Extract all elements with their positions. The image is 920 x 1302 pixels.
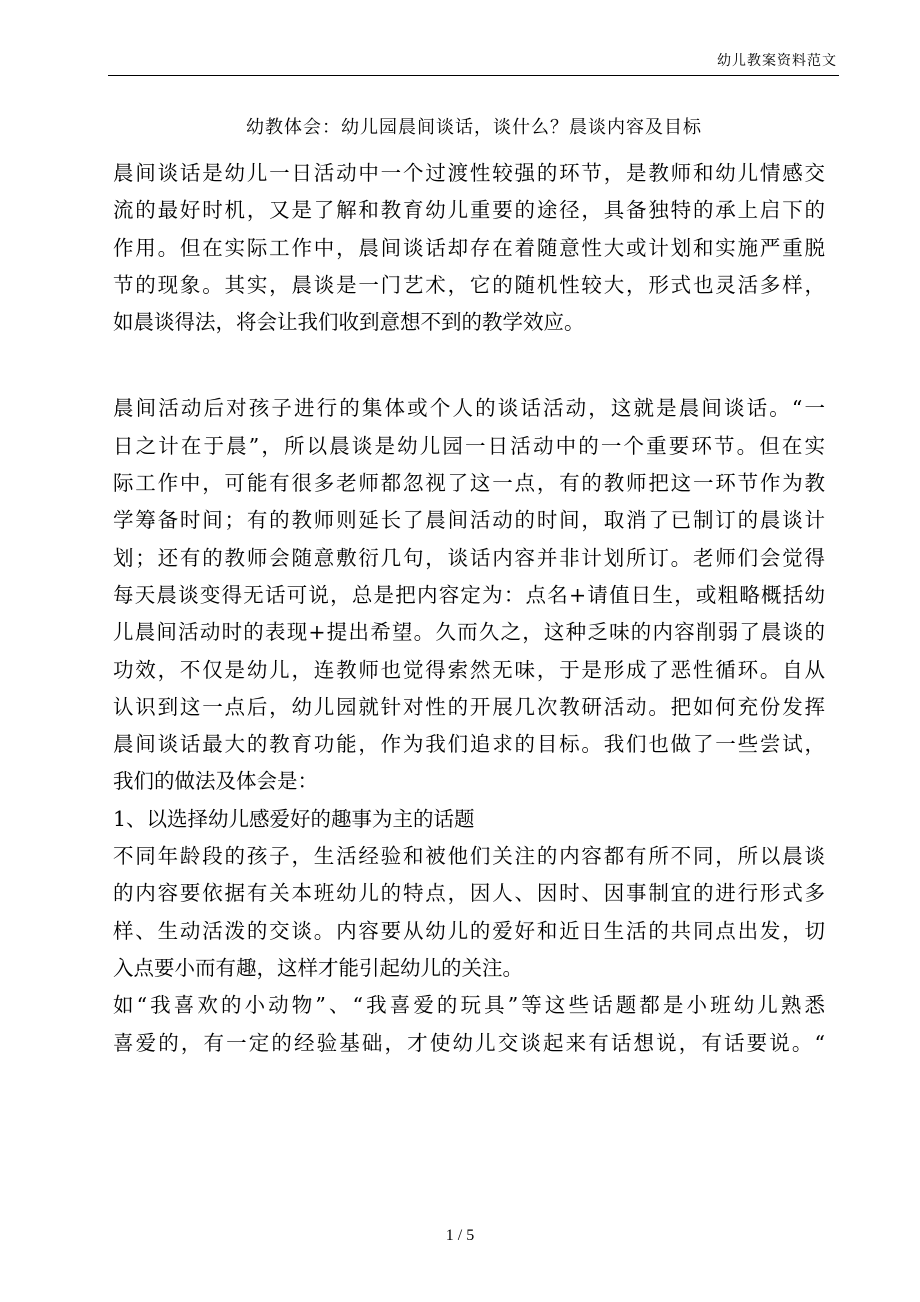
paragraph-topic-selection	[113, 838, 825, 987]
text-line: 儿晨间活动时的表现+提出希望。久而久之，这种乏味的内容削弱了晨谈的	[113, 620, 825, 645]
text-line: 晨间活动后对孩子进行的集体或个人的谈话活动，这就是晨间谈话。“一	[113, 396, 825, 421]
document-title	[0, 113, 920, 143]
page-number: 1 / 5	[445, 1227, 475, 1244]
text-line: 入点要小而有趣，这样才能引起幼儿的关注。	[113, 955, 523, 980]
text-line: 晨间谈话是幼儿一日活动中一个过渡性较强的环节，是教师和幼儿情感交	[113, 161, 825, 185]
text-line: 作用。但在实际工作中，晨间谈话却存在着随意性大或计划和实施严重脱	[113, 235, 825, 260]
text-line: 样、生动活泼的交谈。内容要从幼儿的爱好和近日生活的共同点出发，切	[113, 918, 825, 943]
text-line: 节的现象。其实，晨谈是一门艺术，它的随机性较大，形式也灵活多样，	[113, 272, 825, 297]
text-line: 晨间谈话最大的教育功能，作为我们追求的目标。我们也做了一些尝试，	[113, 732, 825, 757]
text-line: 日之计在于晨”，所以晨谈是幼儿园一日活动中的一个重要环节。但在实	[113, 433, 825, 458]
text-line: 我们的做法及体会是：	[113, 769, 318, 794]
text-line: 如晨谈得法，将会让我们收到意想不到的教学效应。	[113, 310, 585, 335]
paragraph-context	[113, 390, 825, 800]
text-line: 认识到这一点后，幼儿园就针对性的开展几次教研活动。把如何充份发挥	[113, 694, 825, 719]
running-header: 幼儿教案资料范文	[717, 53, 837, 69]
document-title-text: 幼教体会：幼儿园晨间谈话，谈什么？晨谈内容及目标	[246, 117, 702, 138]
text-line: 流的最好时机，又是了解和教育幼儿重要的途径，具备独特的承上启下的	[113, 198, 825, 223]
text-line: 学筹备时间；有的教师则延长了晨间活动的时间，取消了已制订的晨谈计	[113, 508, 825, 533]
paragraph-intro	[113, 155, 825, 341]
section-heading	[113, 801, 825, 838]
text-line: 划；还有的教师会随意敷衍几句，谈话内容并非计划所订。老师们会觉得	[113, 545, 825, 570]
text-line: 喜爱的，有一定的经验基础，才使幼儿交谈起来有话想说，有话要说。“	[113, 1030, 825, 1055]
paragraph-gap	[113, 341, 825, 390]
text-line: 不同年龄段的孩子，生活经验和被他们关注的内容都有所不同，所以晨谈	[113, 844, 825, 869]
text-line: 际工作中，可能有很多老师都忽视了这一点，有的教师把这一环节作为教	[113, 471, 825, 496]
text-line: 功效，不仅是幼儿，连教师也觉得索然无味，于是形成了恶性循环。自从	[113, 657, 825, 682]
text-line: 的内容要依据有关本班幼儿的特点，因人、因时、因事制宜的进行形式多	[113, 881, 825, 906]
text-line: 每天晨谈变得无话可说，总是把内容定为：点名+请值日生，或粗略概括幼	[113, 582, 825, 607]
header-divider	[108, 75, 839, 76]
document-body	[113, 155, 825, 1062]
paragraph-examples	[113, 987, 825, 1062]
text-line: 1、以选择幼儿感爱好的趣事为主的话题	[113, 806, 475, 831]
text-line: 如“我喜欢的小动物”、“我喜爱的玩具”等这些话题都是小班幼儿熟悉	[113, 993, 825, 1018]
